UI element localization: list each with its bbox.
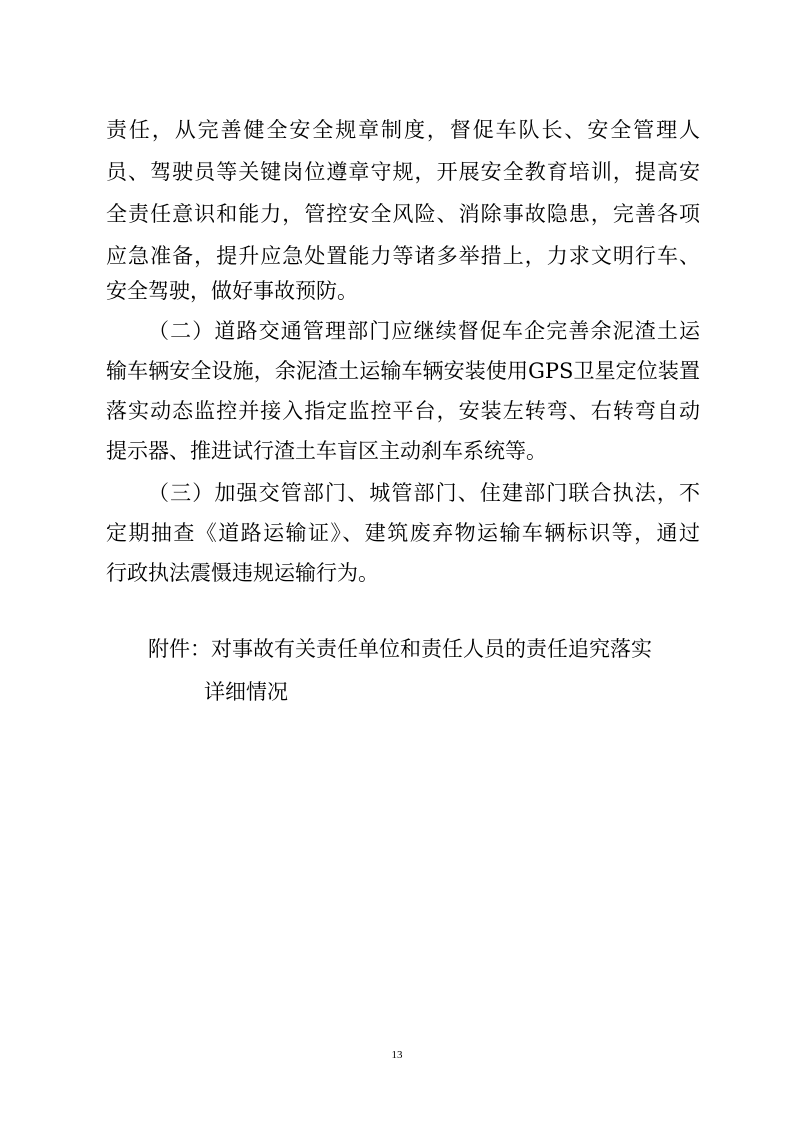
paragraph-1-line-3: 全责任意识和能力，管控安全风险、消除事故隐患，完善各项 [106, 202, 700, 226]
paragraph-2-line-4: 提示器、推进试行渣土车盲区主动刹车系统等。 [106, 439, 547, 463]
paragraph-3-line-2: 定期抽查《道路运输证》、建筑废弃物运输车辆标识等，通过 [106, 521, 700, 545]
paragraph-1-line-1: 责任，从完善健全安全规章制度，督促车队长、安全管理人 [106, 118, 700, 142]
paragraph-2-line-1: （二）道路交通管理部门应继续督促车企完善余泥渣土运 [148, 319, 700, 343]
page-number: 13 [391, 1049, 403, 1061]
attachment-label: 附件：对事故有关责任单位和责任人员的责任追究落实 [148, 637, 652, 661]
paragraph-1-line-4: 应急准备，提升应急处置能力等诸多举措上，力求文明行车、 [106, 244, 700, 268]
attachment-title-continuation: 详细情况 [204, 680, 288, 704]
paragraph-3-line-3: 行政执法震慑违规运输行为。 [106, 561, 379, 585]
paragraph-1-line-5: 安全驾驶，做好事故预防。 [106, 279, 358, 303]
paragraph-3-line-1: （三）加强交管部门、城管部门、住建部门联合执法，不 [148, 481, 700, 505]
paragraph-2-line-2: 输车辆安全设施，余泥渣土运输车辆安装使用GPS卫星定位装置 [106, 359, 700, 383]
paragraph-2-line-3: 落实动态监控并接入指定监控平台，安装左转弯、右转弯自动 [106, 399, 700, 423]
paragraph-1-line-2: 员、驾驶员等关键岗位遵章守规，开展安全教育培训，提高安 [106, 160, 700, 184]
